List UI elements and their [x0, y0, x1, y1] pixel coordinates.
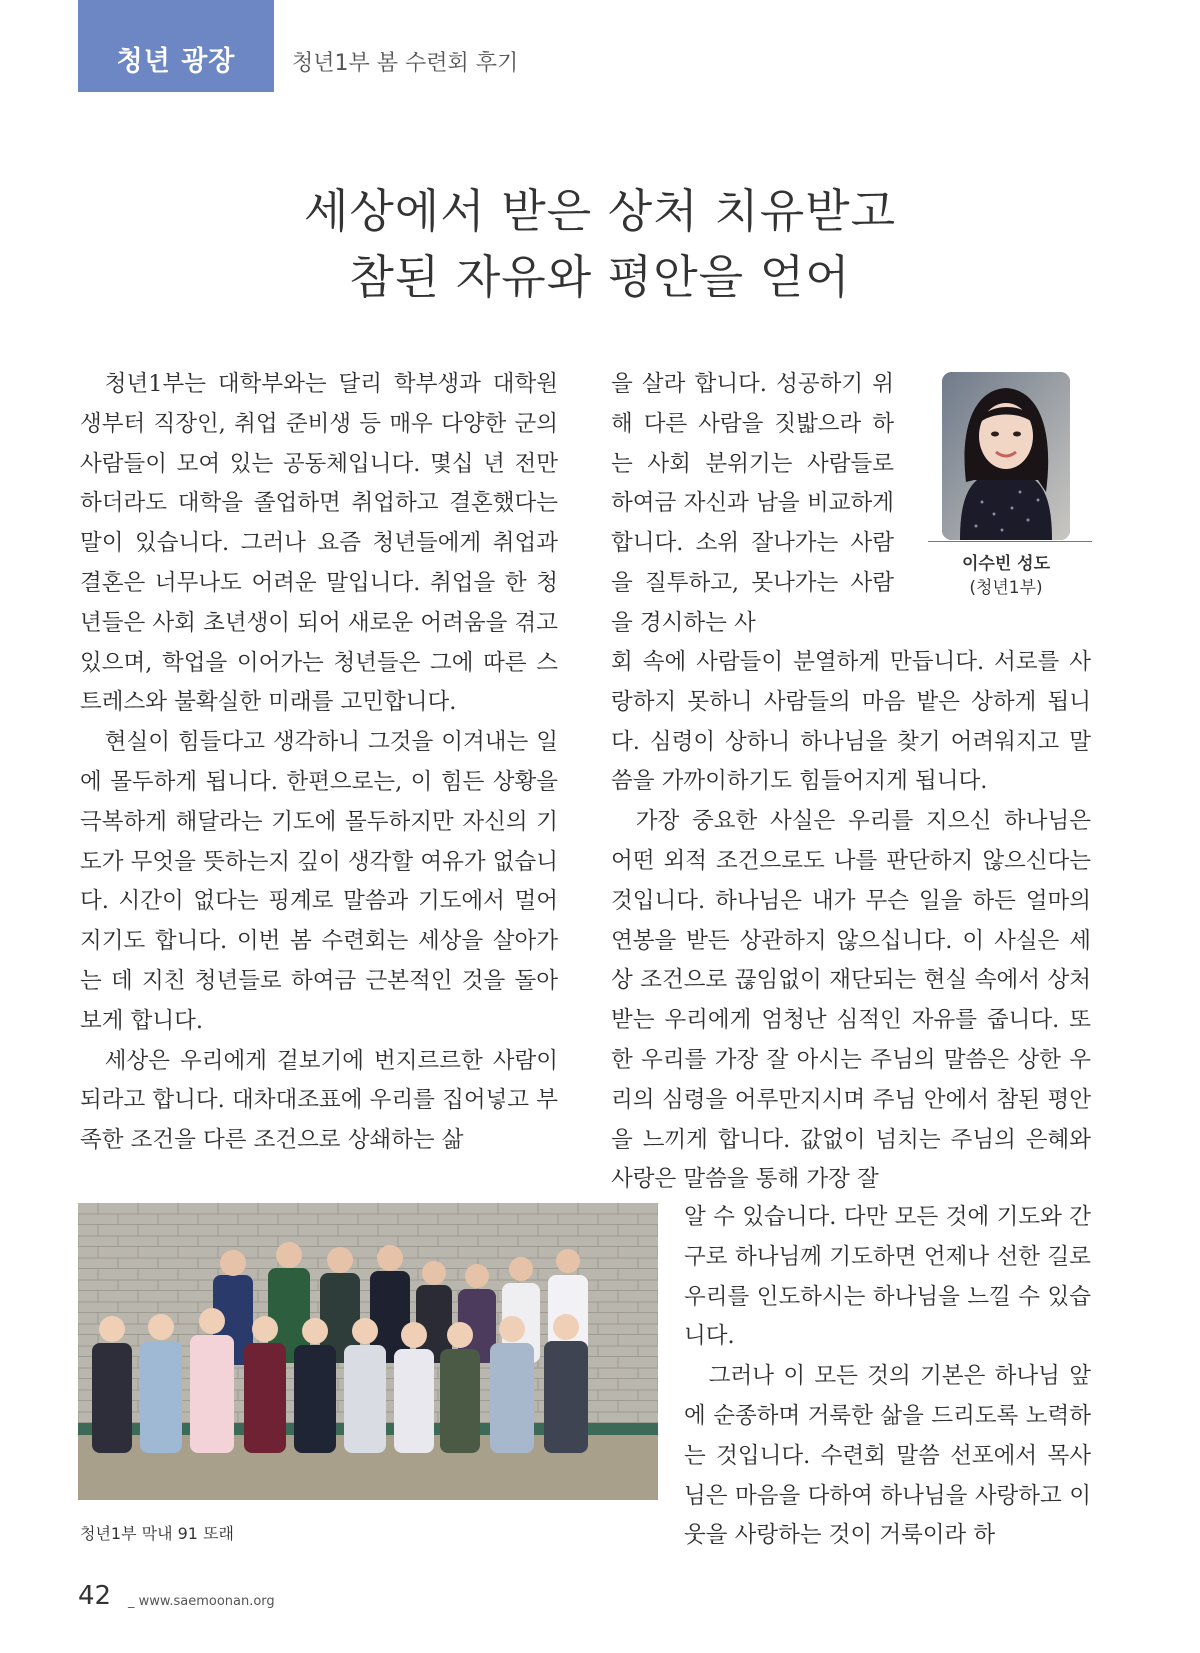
author-caption: [920, 552, 1092, 600]
website-url: _ www.saemoonan.org: [128, 1594, 275, 1609]
body-paragraph: 그러나 이 모든 것의 기본은 하나님 앞에 순종하며 거룩한 삶을 드리도록 노력하는 것입니다. 수련회 말씀 선포에서 목사님은 마음을 다하여 하나님을 사랑하고 이웃을 사랑하는 것이 거룩이라 하: [684, 1363, 1091, 1549]
body-paragraph: 세상은 우리에게 겉보기에 번지르르한 사람이 되라고 합니다. 대차대조표에 우리를 집어넣고 부족한 조건을 다른 조건으로 상쇄하는 삶: [80, 1047, 558, 1154]
article-title-line-1: 세상에서 받은 상처 치유받고: [303, 184, 897, 238]
body-paragraph: 현실이 힘들다고 생각하니 그것을 이겨내는 일에 몰두하게 됩니다. 한편으로는, 이 힘든 상황을 극복하게 해달라는 기도에 몰두하지만 자신의 기도가 무엇을 뜻하는지 깊이 생각할 여유가 없습니다. 시간이 없다는 핑계로 말씀과 기도에서 멀어지기도 합니다. 이번 봄 수련회는 세상을 살아가는 데 지친 청년들로 하여금 근본적인 것을 돌아보게 합니다.: [80, 729, 558, 1034]
article-title-line-2: 참된 자유와 평안을 얻어: [349, 250, 851, 304]
caption-divider: [928, 541, 1092, 542]
author-name: 이수빈 성도: [961, 554, 1051, 574]
body-column-right-top: [611, 365, 894, 644]
body-column-right-bottom: [684, 1198, 1091, 1556]
body-paragraph: 회 속에 사람들이 분열하게 만듭니다. 서로를 사랑하지 못하니 사람들의 마음 밭은 상하게 됩니다. 심령이 상하니 하나님을 찾기 어려워지고 말씀을 가까이하기도 힘들어지게 됩니다.: [611, 649, 1091, 795]
body-paragraph: 을 살라 합니다. 성공하기 위해 다른 사람을 짓밟으라 하는 사회 분위기는 사람들로 하여금 자신과 남을 비교하게 합니다. 소위 잘나가는 사람을 질투하고, 못나가는 사람을 경시하는 사: [611, 371, 894, 636]
group-photo-image: [78, 1203, 658, 1500]
body-column-right-middle: [611, 643, 1091, 1200]
body-paragraph: 가장 중요한 사실은 우리를 지으신 하나님은 어떤 외적 조건으로도 나를 판단하지 않으신다는 것입니다. 하나님은 내가 무슨 일을 하든 얼마의 연봉을 받든 상관하지 않으십니다. 이 사실은 세상 조건으로 끊임없이 재단되는 현실 속에서 상처받는 우리에게 엄청난 심적인 자유를 줍니다. 또한 우리를 가장 잘 아시는 주님의 말씀은 상한 우리의 심령을 어루만지시며 주님 안에서 참된 평안을 느끼게 합니다. 값없이 넘치는 주님의 은혜와 사랑은 말씀을 통해 가장 잘: [611, 808, 1091, 1193]
section-subtitle: 청년1부 봄 수련회 후기: [292, 51, 519, 76]
body-column-left: [80, 365, 558, 1161]
body-paragraph: 알 수 있습니다. 다만 모든 것에 기도와 간구로 하나님께 기도하면 언제나 선한 길로 우리를 인도하시는 하나님을 느낄 수 있습니다.: [684, 1204, 1091, 1350]
page-number: 42: [78, 1581, 112, 1611]
author-group: (청년1부): [969, 578, 1043, 598]
group-photo: [78, 1203, 658, 1500]
author-portrait-image: [942, 372, 1070, 540]
section-label: 청년 광장: [78, 0, 274, 92]
body-paragraph: 청년1부는 대학부와는 달리 학부생과 대학원생부터 직장인, 취업 준비생 등 매우 다양한 군의 사람들이 모여 있는 공동체입니다. 몇십 년 전만 하더라도 대학을 졸업하면 취업하고 결혼했다는 말이 있습니다. 그러나 요즘 청년들에게 취업과 결혼은 너무나도 어려운 말입니다. 취업을 한 청년들은 사회 초년생이 되어 새로운 어려움을 겪고 있으며, 학업을 이어가는 청년들은 그에 따른 스트레스와 불확실한 미래를 고민합니다.: [80, 371, 558, 716]
author-portrait: [942, 372, 1070, 540]
photo-caption: 청년1부 막내 91 또래: [80, 1524, 234, 1543]
